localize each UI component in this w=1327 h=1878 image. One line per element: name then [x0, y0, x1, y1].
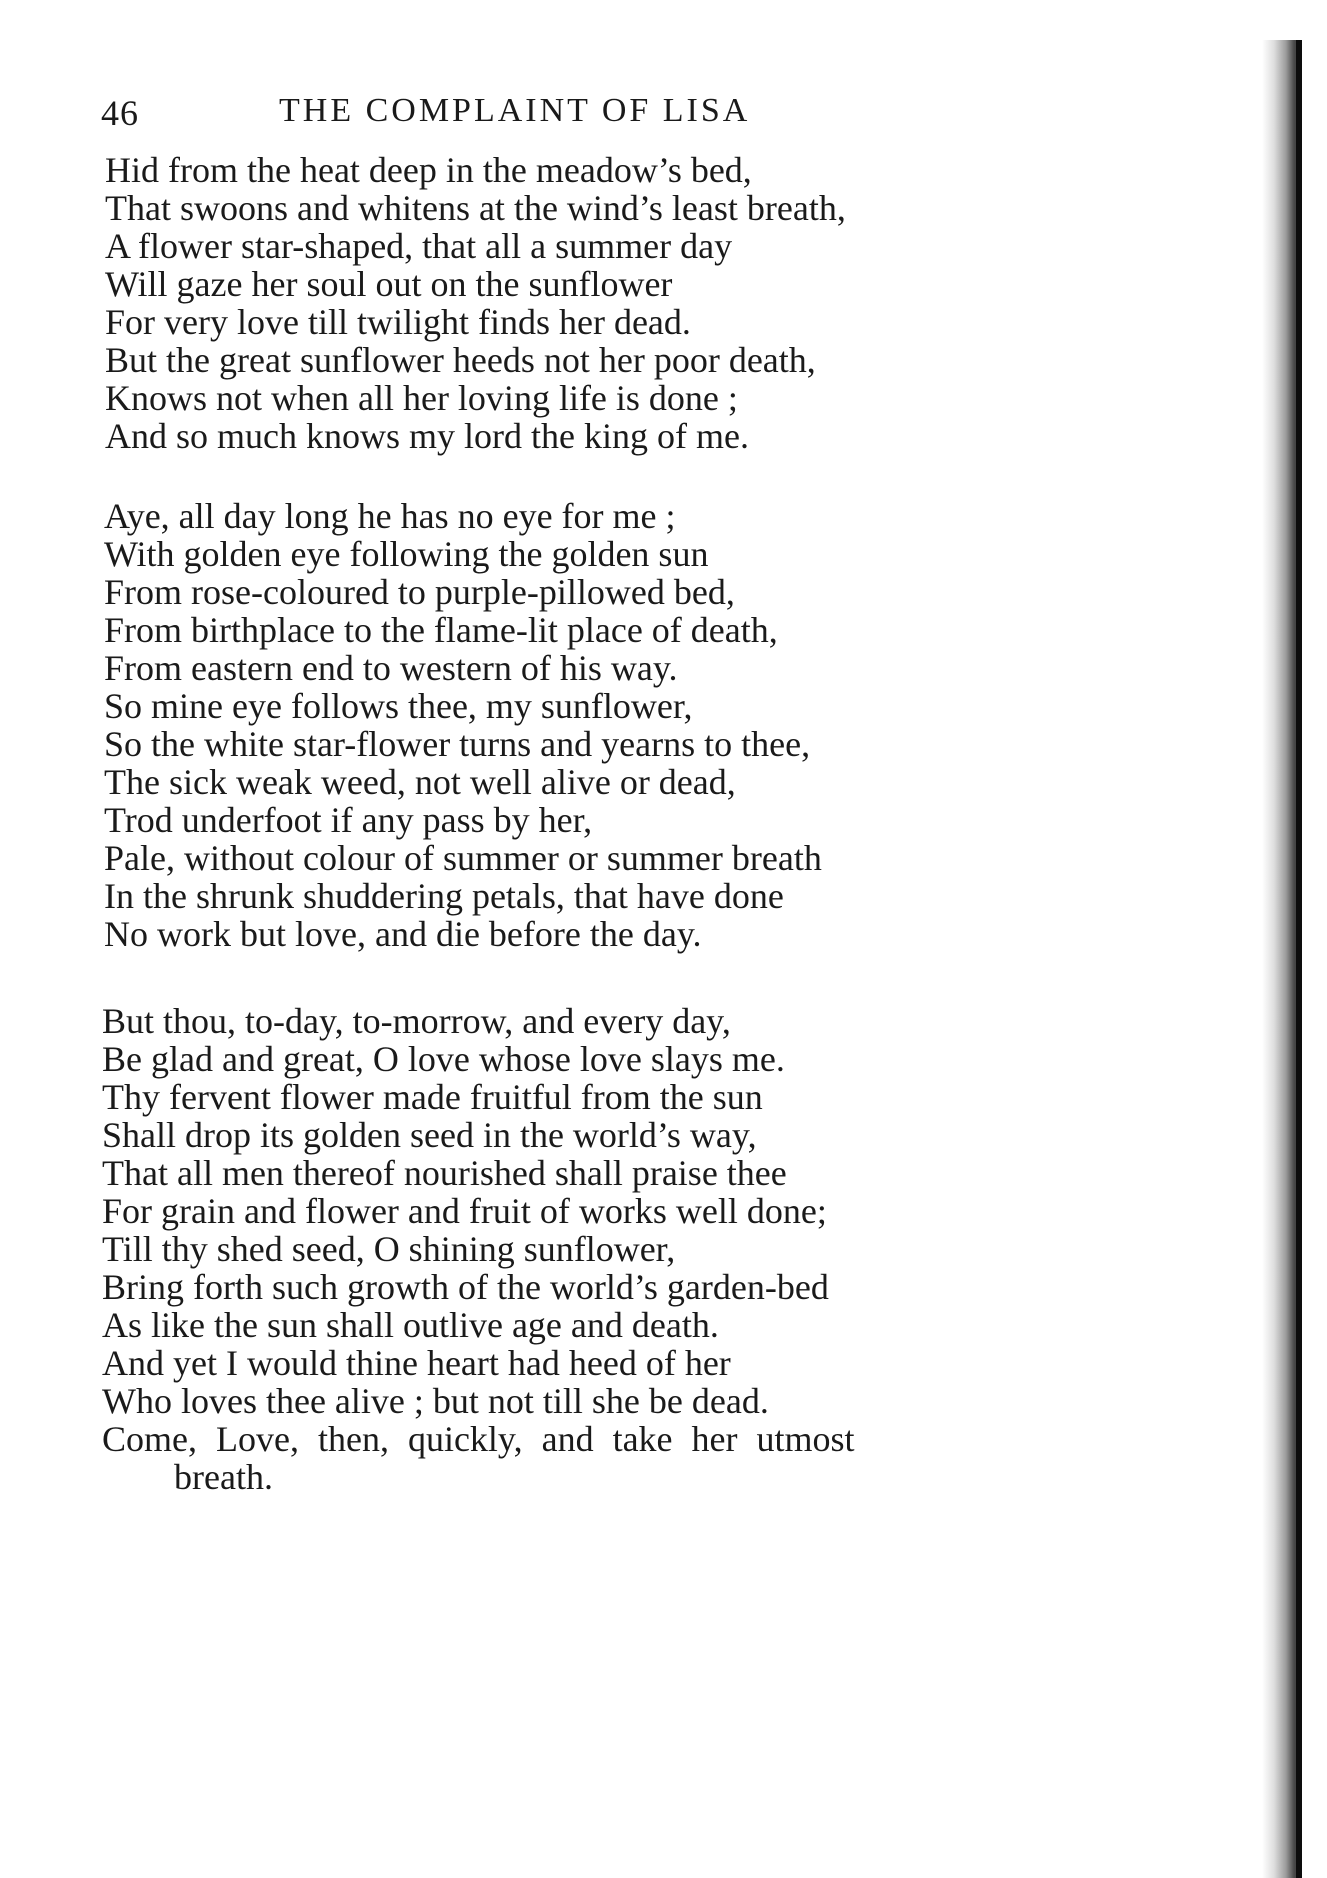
poem-line: The sick weak weed, not well alive or dead, — [104, 762, 736, 802]
poem-line: Pale, without colour of summer or summer breath — [104, 838, 822, 878]
poem-line: Bring forth such growth of the world’s garden-bed — [102, 1267, 829, 1307]
poem-line: Hid from the heat deep in the meadow’s bed, — [105, 150, 752, 190]
poem-line: Till thy shed seed, O shining sunflower, — [102, 1229, 676, 1269]
poem-line: As like the sun shall outlive age and death. — [102, 1305, 719, 1345]
poem-line: No work but love, and die before the day. — [104, 914, 702, 954]
poem-line: And yet I would thine heart had heed of her — [102, 1343, 731, 1383]
poem-line: A flower star-shaped, that all a summer day — [105, 226, 733, 266]
running-head — [101, 92, 941, 142]
poem-line: Trod underfoot if any pass by her, — [104, 800, 593, 840]
running-title: THE COMPLAINT OF LISA — [279, 92, 751, 129]
poem-line: With golden eye following the golden sun — [104, 534, 709, 574]
poem-line: Thy fervent flower made fruitful from the sun — [102, 1077, 763, 1117]
poem-line: In the shrunk shuddering petals, that have done — [104, 876, 784, 916]
poem-line: So the white star-flower turns and yearns to thee, — [104, 724, 811, 764]
poem-line: And so much knows my lord the king of me. — [105, 416, 749, 456]
poem-line: So mine eye follows thee, my sunflower, — [104, 686, 693, 726]
poem-line: Come, Love, then, quickly, and take her utmost — [102, 1419, 855, 1459]
poem-line: Who loves thee alive ; but not till she be dead. — [102, 1381, 769, 1421]
poem-line: Shall drop its golden seed in the world’s way, — [102, 1115, 757, 1155]
poem-line: But thou, to-day, to-morrow, and every day, — [102, 1001, 731, 1041]
poem-line: Be glad and great, O love whose love slays me. — [102, 1039, 785, 1079]
poem-line: That swoons and whitens at the wind’s least breath, — [105, 188, 846, 228]
poem-line: That all men thereof nourished shall praise thee — [102, 1153, 787, 1193]
poem-line: Knows not when all her loving life is done ; — [105, 378, 738, 418]
poem-line: From birthplace to the flame-lit place of death, — [104, 610, 778, 650]
page-number: 46 — [101, 93, 139, 133]
binding-edge — [1296, 40, 1302, 1878]
poem-line: For grain and flower and fruit of works well done; — [102, 1191, 827, 1231]
poem-line: But the great sunflower heeds not her poor death, — [105, 340, 816, 380]
poem-line: For very love till twilight finds her dead. — [105, 302, 691, 342]
poem-line: Aye, all day long he has no eye for me ; — [104, 496, 676, 536]
poem-line: From eastern end to western of his way. — [104, 648, 678, 688]
poem-line: Will gaze her soul out on the sunflower — [105, 264, 673, 304]
poem-line: From rose-coloured to purple-pillowed bed, — [104, 572, 735, 612]
poem-line-turnover: breath. — [174, 1457, 273, 1497]
